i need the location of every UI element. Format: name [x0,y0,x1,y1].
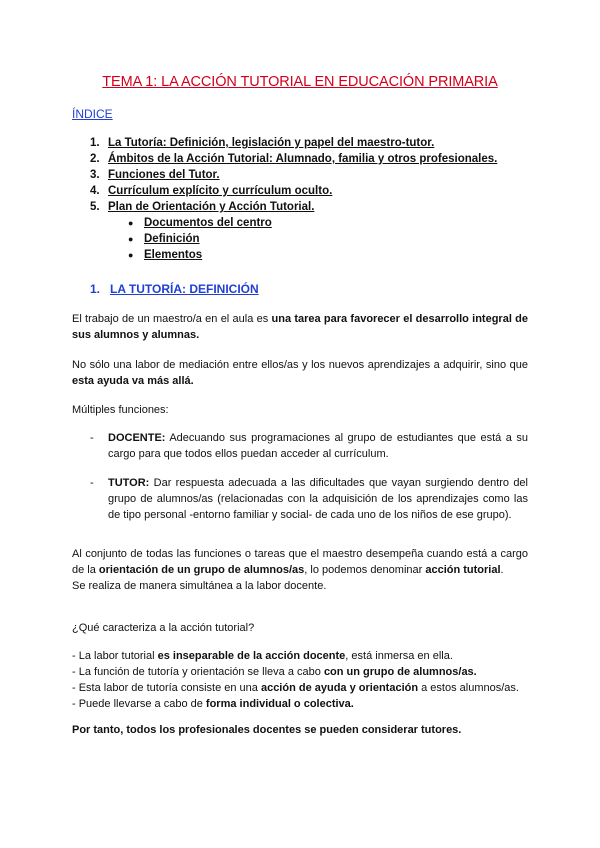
toc-item[interactable] [90,135,497,151]
question: ¿Qué caracteriza a la acción tutorial? [72,622,255,634]
subtoc-item[interactable] [128,247,272,263]
list-bold: forma individual o colectiva. [205,698,354,710]
list-item [72,680,528,696]
list-text: - Puede llevarse a cabo de [72,698,206,710]
section-number: 1. [90,282,101,296]
toc-item[interactable] [90,151,497,167]
list-text: a estos alumnos/as. [418,682,519,694]
role-label: TUTOR: [108,477,150,489]
toc-link[interactable]: Funciones del Tutor. [108,169,220,181]
dash-marker: - [90,477,94,489]
paragraph-bold: orientación de un grupo de alumnos/as [98,564,305,576]
paragraph-text: Se realiza de manera simultánea a la labor docente. [72,580,327,592]
subtoc-item[interactable] [128,231,272,247]
paragraph-accion-tutorial [72,546,528,594]
bullet-icon: ● [128,218,134,228]
list-bold: es inseparable de la acción docente [157,650,346,662]
characteristics-list [72,648,528,712]
list-bold: acción de ayuda y orientación [260,682,419,694]
toc-link[interactable]: La Tutoría: Definición, legislación y papel del maestro-tutor. [108,137,435,149]
toc-number: 1. [90,137,100,149]
section-title: LA TUTORÍA: DEFINICIÓN [110,282,259,296]
role-text: Dar respuesta adecuada a las dificultades que vayan surgiendo dentro del grupo de alumnos/as (relacionadas con la adquisición de los aprendizajes como las de tipo personal -entorno familiar y social- de cada uno de los niños de ese grupo). [108,477,528,521]
list-bold: con un grupo de alumnos/as. [323,666,477,678]
paragraph-text: El trabajo de un maestro/a en el aula es [72,313,272,325]
toc-number: 5. [90,201,100,213]
role-docente [90,430,528,462]
index-heading: ÍNDICE [72,107,113,121]
bullet-icon: ● [128,234,134,244]
toc-number: 2. [90,153,100,165]
subtoc-link[interactable]: Definición [144,233,200,245]
section-heading [90,281,259,297]
role-text: Adecuando sus programaciones al grupo de estudiantes que está a su cargo para que todos ellos puedan acceder al currículum. [108,432,528,460]
paragraph-text: No sólo una labor de mediación entre ellos/as y los nuevos aprendizajes a adquirir, sino que [72,359,528,371]
toc-item[interactable] [90,199,497,215]
toc-item[interactable] [90,167,497,183]
table-of-contents [90,135,497,215]
role-tutor [90,475,528,523]
sub-table-of-contents [128,215,272,263]
toc-link[interactable]: Ámbitos de la Acción Tutorial: Alumnado, familia y otros profesionales. [108,153,498,165]
paragraph-text: , lo podemos denominar [304,564,426,576]
paragraph-bold: esta ayuda va más allá. [72,375,194,387]
paragraph-text: . [500,564,504,576]
toc-number: 4. [90,185,100,197]
list-text: , está inmersa en ella. [345,650,453,662]
subtoc-link[interactable]: Elementos [144,249,203,261]
subtoc-item[interactable] [128,215,272,231]
list-item [72,648,528,664]
paragraph-text: Al conjunto de todas las funciones o tareas que el maestro desempeña cuando está a cargo de la [72,548,528,576]
list-text: - La función de tutoría y orientación se lleva a cabo [72,666,324,678]
paragraph-mediation [72,357,528,389]
list-item [72,664,528,680]
subtoc-link[interactable]: Documentos del centro [144,217,272,229]
bullet-icon: ● [128,250,134,260]
list-text: - La labor tutorial [72,650,158,662]
role-label: DOCENTE: [108,432,166,444]
toc-number: 3. [90,169,100,181]
conclusion: Por tanto, todos los profesionales docentes se pueden considerar tutores. [72,724,462,736]
toc-item[interactable] [90,183,497,199]
paragraph-functions: Múltiples funciones: [72,404,169,416]
toc-link[interactable]: Currículum explícito y currículum oculto. [108,185,333,197]
document-title: TEMA 1: LA ACCIÓN TUTORIAL EN EDUCACIÓN PRIMARIA [102,74,498,90]
paragraph-intro [72,311,528,343]
toc-link[interactable]: Plan de Orientación y Acción Tutorial. [108,201,315,213]
list-text: - Esta labor de tutoría consiste en una [72,682,261,694]
paragraph-bold: una tarea para favorecer el desarrollo integral de sus alumnos y alumnas. [72,313,528,341]
dash-marker: - [90,432,94,444]
list-item [72,696,528,712]
paragraph-bold: acción tutorial [425,564,501,576]
